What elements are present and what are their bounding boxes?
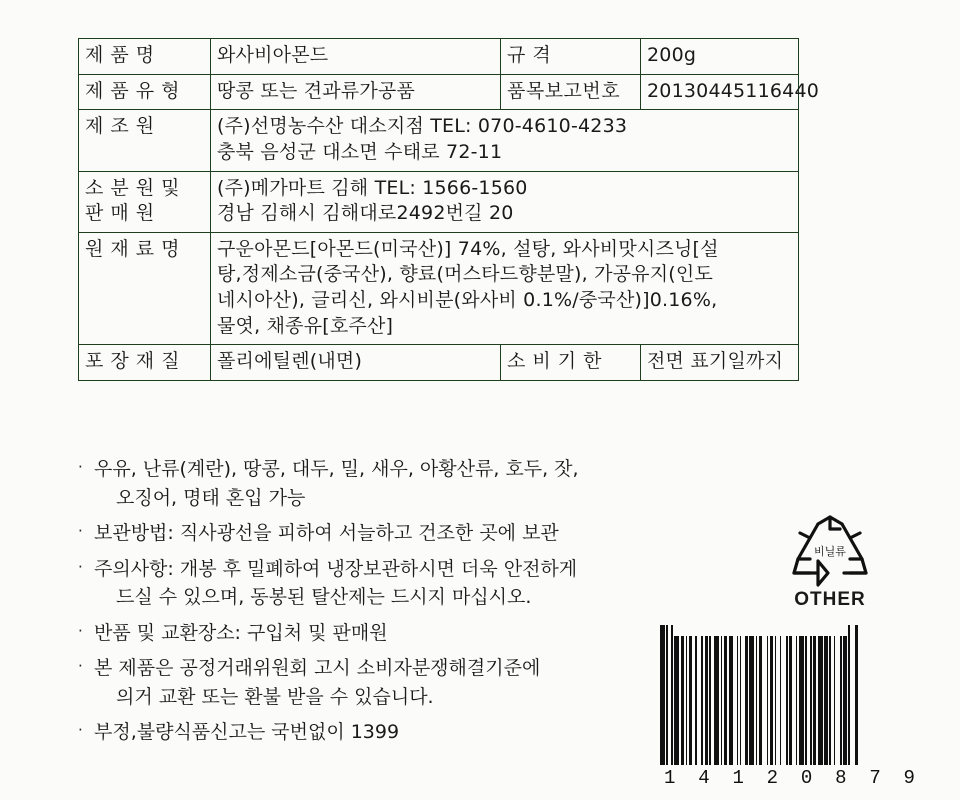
recycle-material-label: OTHER: [794, 589, 866, 610]
barcode-digit: 7: [869, 767, 882, 789]
barcode-digit: 1: [664, 767, 677, 789]
product-name-label: 제 품 명: [79, 39, 211, 75]
bullet-icon: ·: [78, 657, 83, 675]
repacker-label-line-2: 판 매 원: [85, 202, 155, 225]
list-item: [78, 654, 688, 711]
barcode-digit: 2: [766, 767, 780, 789]
ingredients-line-2: 탕,정제소금(중국산), 향료(머스타드향분말), 가공유지(인도: [217, 263, 714, 286]
report-number-label: 품목보고번호: [501, 74, 641, 110]
note-line-1: 보관방법: 직사광선을 피하여 서늘하고 건조한 곳에 보관: [94, 522, 559, 544]
list-item: [78, 519, 688, 548]
manufacturer-line-1: (주)선명농수산 대소지점 TEL: 070-4610-4233: [217, 115, 628, 138]
packaging-value: 폴리에틸렌(내면): [211, 345, 501, 381]
table-row: [79, 171, 799, 232]
product-type-value: 땅콩 또는 견과류가공품: [211, 74, 501, 110]
product-type-label: 제 품 유 형: [79, 74, 211, 110]
product-spec-table: [78, 38, 820, 381]
list-item: [78, 619, 688, 648]
manufacturer-value: [211, 110, 799, 171]
ingredients-line-4: 물엿, 채종유[호주산]: [217, 314, 394, 337]
expiry-value: 전면 표기일까지: [641, 345, 799, 381]
recycle-triangle-icon: [788, 515, 872, 587]
list-item: [78, 555, 688, 612]
ingredients-value: [211, 232, 799, 345]
repacker-value: [211, 171, 799, 232]
bullet-icon: ·: [78, 458, 83, 476]
bullet-icon: ·: [78, 522, 83, 540]
note-line-2: 오징어, 명태 혼입 가능: [116, 486, 306, 509]
barcode-digit: 1: [732, 767, 745, 789]
ingredients-label: 원 재 료 명: [79, 232, 211, 345]
ingredients-line-3: 네시아산), 글리신, 와시비분(와사비 0.1%/중국산)]0.16%,: [217, 289, 718, 312]
barcode-digit: 4: [698, 767, 711, 789]
spec-label: 규 격: [501, 39, 641, 75]
note-text: [94, 455, 688, 512]
table-row: [79, 74, 799, 110]
recycle-mark: [775, 515, 885, 611]
note-text: [94, 555, 688, 612]
repacker-label: [79, 171, 211, 232]
note-text: [94, 718, 688, 747]
packaging-label: 포 장 재 질: [79, 345, 211, 381]
note-line-2: 의거 교환 또는 환불 받을 수 있습니다.: [116, 685, 434, 708]
ingredients-line-1: 구운아몬드[아몬드(미국산)] 74%, 설탕, 와사비맛시즈닝[설: [217, 237, 719, 260]
barcode-digit: 0: [800, 767, 814, 789]
note-text: [94, 519, 688, 548]
repacker-line-2: 경남 김해시 김해대로2492번길 20: [217, 202, 514, 225]
table-row: [79, 345, 799, 381]
barcode: [660, 625, 920, 789]
repacker-line-1: (주)메가마트 김해 TEL: 1566-1560: [217, 176, 528, 199]
list-item: [78, 455, 688, 512]
barcode-digit: 9: [903, 767, 916, 789]
note-text: [94, 654, 688, 711]
note-line-1: 부정,불량식품신고는 국번없이 1399: [94, 721, 400, 743]
list-item: [78, 718, 688, 747]
bullet-icon: ·: [78, 621, 83, 640]
notes-list: [78, 455, 688, 754]
note-text: [94, 619, 688, 648]
note-line-2: 드실 수 있으며, 동봉된 탈산제는 드시지 마십시오.: [116, 586, 532, 608]
table-row: [79, 39, 799, 75]
repacker-label-line-1: 소 분 원 및: [85, 176, 181, 199]
table-row: [79, 110, 799, 171]
note-line-1: 주의사항: 개봉 후 밀폐하여 냉장보관하시면 더욱 안전하게: [94, 557, 578, 580]
report-number-value: 20130445116440: [641, 74, 799, 110]
barcode-digits: [660, 767, 920, 789]
table-row: [79, 232, 799, 345]
expiry-label: 소 비 기 한: [501, 345, 641, 381]
note-line-1: 반품 및 교환장소: 구입처 및 판매원: [94, 621, 388, 644]
recycle-inner-text: 비닐류: [814, 545, 846, 558]
note-line-1: 우유, 난류(계란), 땅콩, 대두, 밀, 새우, 아황산류, 호두, 잣,: [94, 458, 579, 480]
manufacturer-label: 제 조 원: [79, 110, 211, 171]
manufacturer-line-2: 충북 음성군 대소면 수태로 72-11: [217, 140, 503, 163]
bullet-icon: ·: [78, 557, 83, 576]
bullet-icon: ·: [78, 721, 83, 739]
barcode-bars: [660, 625, 920, 765]
barcode-digit: 8: [835, 767, 848, 789]
product-name-value: 와사비아몬드: [211, 39, 501, 75]
spec-value: 200g: [641, 39, 799, 75]
note-line-1: 본 제품은 공정거래위원회 고시 소비자분쟁해결기준에: [94, 657, 541, 679]
